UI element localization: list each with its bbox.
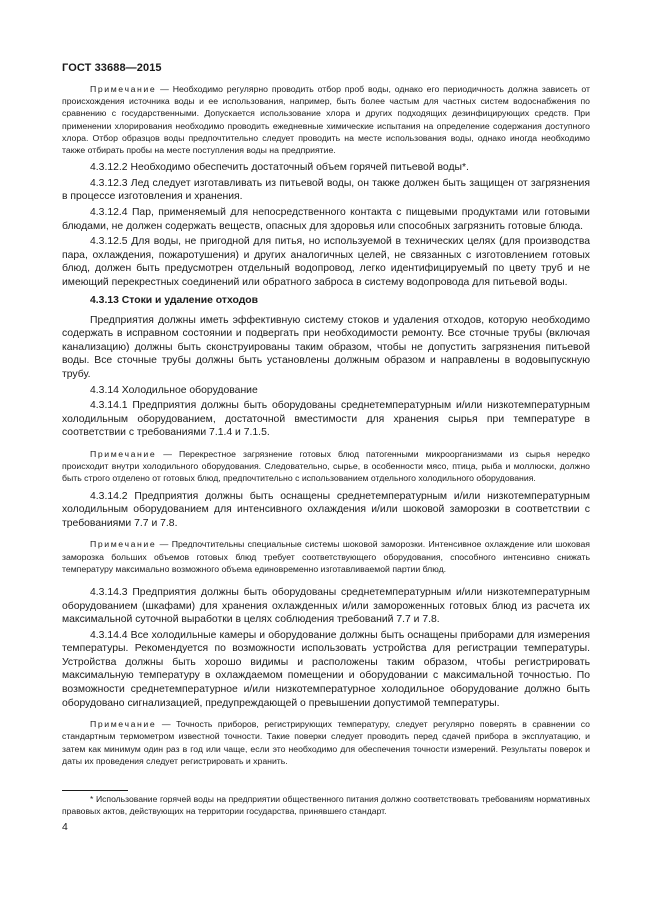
note-label: Примечание [90,719,157,730]
paragraph-4-3-12-4: 4.3.12.4 Пар, применяемый для непосредственного контакта с пищевыми продуктами или готовыми блюдами, не должен содержать веществ, опасных для здоровья или способных загрязнить готовые блюда. [62,207,590,232]
footnote-separator [62,790,128,791]
paragraph-4-3-14-2: 4.3.14.2 Предприятия должны быть оснащены среднетемпературным и/или низкотемпературным холодильным оборудованием для интенсивного охлаждения и/или шоковой заморозки в соответствии с требованиями 7.7 и 7.8. [62,490,590,529]
paragraph-4-3-12-3: 4.3.12.3 Лед следует изготавливать из питьевой воды, он также должен быть защищен от загрязнения в процессе изготовления и хранения. [62,177,590,203]
note-text: — Точность приборов, регистрирующих температуру, следует регулярно поверять в сравнении со стандартным термометром известной точности. Такие поверки следует проводить перед сдачей прибора в эксплуатацию, и затем как минимум один раз в год или чаще, если это необходимо для обеспечения точности измерений. Результаты поверок и даты их проведения следует регистрировать и хранить. [62,719,590,766]
note-text: — Необходимо регулярно проводить отбор проб воды, однако его периодичность должна зависеть от происхождения источника воды и ее использования, например, быть более частым для частных систем водоснабжения по сравнению с государственными. Допускается использование хлора и других подходящих дезинфицирующих средств. При применении хлорирования необходимо проводить ежедневные химические испытания на определение содержания доступного хлора. Отбор образцов воды предпочтительно следует проводить на месте использования воды, однако иногда необходимо также отбирать пробы на месте поступления воды на предприятие. [62,84,590,156]
paragraph-4-3-12-2: 4.3.12.2 Необходимо обеспечить достаточный объем горячей питьевой воды*. [90,162,469,174]
note-cross-contamination [62,448,590,485]
paragraph-4-3-14-4: 4.3.14.4 Все холодильные камеры и оборудование должны быть оснащены приборами для измерения температуры. Рекомендуется по возможности использовать устройства для регистрации температуры. Устройства должны быть хорошо видимы и расположены таким образом, чтобы регистрировать максимальную температуру в охлаждаемом помещении и оборудовании с максимальной точностью. По возможности среднетемпературное и/или низкотемпературное холодильное оборудование должно быть оборудовано сигнализацией, предупреждающей о превышении допустимой температуры. [62,629,590,709]
note-label: Примечание [90,539,157,550]
page-body [62,83,590,772]
note-text: — Перекрестное загрязнение готовых блюд патогенными микроорганизмами из сырья нередко происходит внутри холодильного оборудования. Следовательно, сырье, в особенности мясо, птица, рыба и моллюски, должно быть строго отделено от готовых блюд, предпочтительно с использованием отдельного холодильного оборудования. [62,448,590,484]
note-water-sampling [62,83,590,156]
note-text: — Предпочтительны специальные системы шоковой заморозки. Интенсивное охлаждение или шоковая заморозка больших объемов готовых блюд требует соответствующего оборудования, способного интенсивно снижать температуру максимально возможного объема единовременно изготавливаемой партии блюд. [62,539,590,574]
paragraph-4-3-14-1: 4.3.14.1 Предприятия должны быть оборудованы среднетемпературным и/или низкотемпературным холодильным оборудованием, достаточной вместимости для хранения сырья при температуре в соответствии с требованиями 7.1.4 и 7.1.5. [62,400,590,439]
paragraph-4-3-14-3: 4.3.14.3 Предприятия должны быть оборудованы среднетемпературным и/или низкотемпературным оборудованием (шкафами) для хранения охлажденных и/или замороженных готовых блюд из расчета их максимальной суточной выработки в целях соблюдения требований 7.7 и 7.8. [62,586,590,626]
paragraph-4-3-12-5: 4.3.12.5 Для воды, не пригодной для питья, но используемой в технических целях (для производства пара, охлаждения, пожаротушения) и других аналогичных целей, не связанных с изготовлением готовых блюд, должен быть предусмотрен отдельный водопровод, легко идентифицируемый по цвету труб и не имеющий перекрестных соединений или обратного заброса в систему водопровода для питьевой воды. [62,236,590,288]
footnote: * Использование горячей воды на предприятии общественного питания должно соответствовать требованиям нормативных правовых актов, действующих на территории государства, принявшего стандарт. [62,794,590,816]
note-instrument-accuracy [62,718,590,767]
page-number: 4 [62,822,68,833]
section-heading-4-3-13: 4.3.13 Стоки и удаление отходов [90,294,259,306]
note-shock-freezing [62,538,590,575]
document-code-header: ГОСТ 33688—2015 [62,62,162,74]
paragraph-4-3-14: 4.3.14 Холодильное оборудование [90,384,258,396]
note-label: Примечание [90,448,157,459]
paragraph-4-3-13: Предприятия должны иметь эффективную систему стоков и удаления отходов, которую необходимо содержать в исправном состоянии и подвергать при необходимости ремонту. Все сточные трубы (включая канализацию) должны быть сконструированы таким образом, чтобы не допустить загрязнения питьевой воды. Все сточные трубы должны быть установлены должным образом и направлены в водовыпускную трубу. [62,314,590,380]
note-label: Примечание [90,84,157,94]
